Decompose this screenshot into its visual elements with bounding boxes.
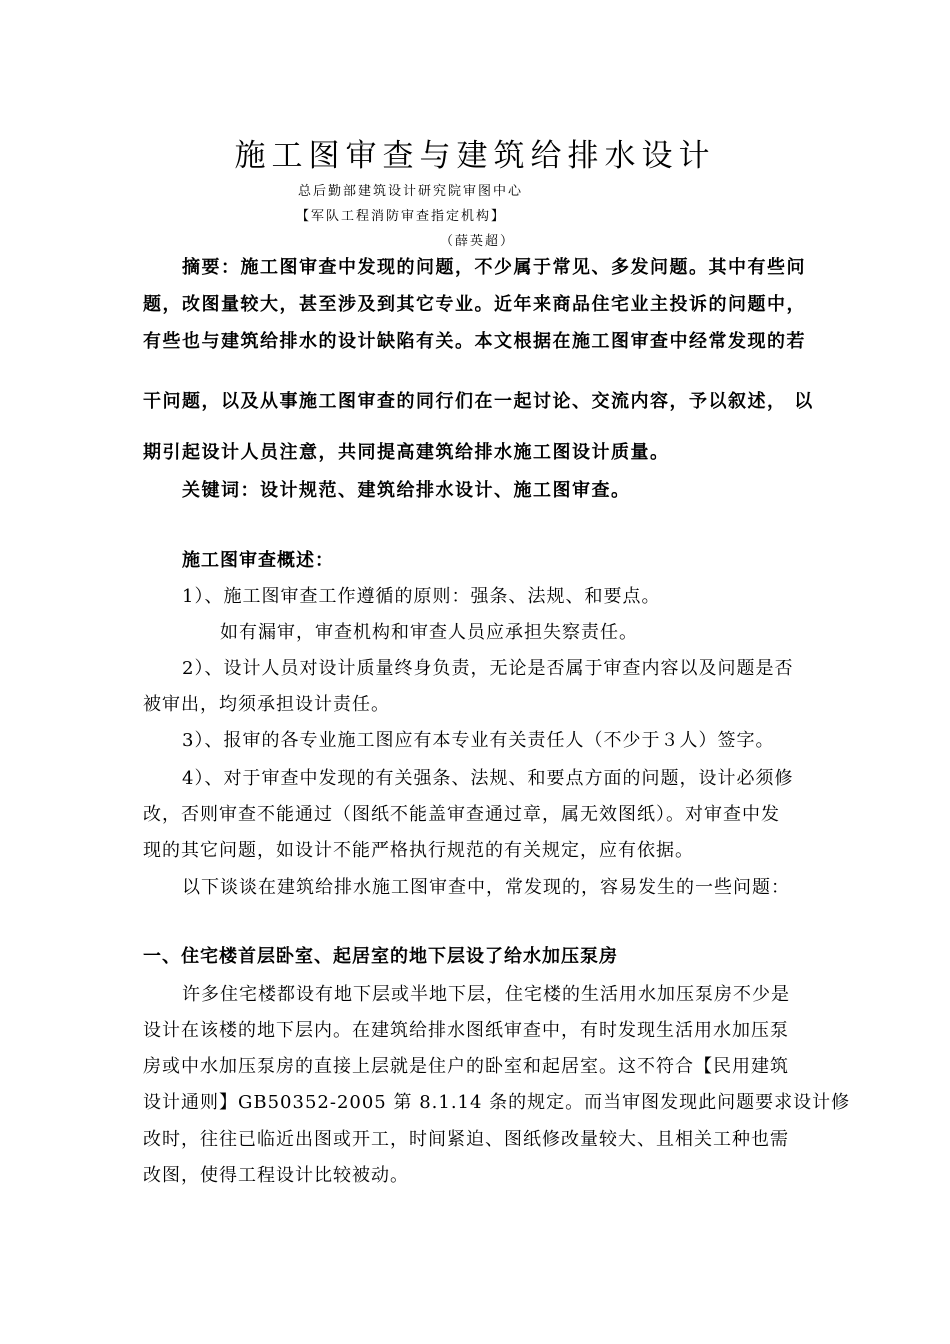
overview-heading: 施工图审查概述： — [182, 550, 334, 571]
abstract-line-1 — [182, 253, 806, 279]
keywords-line — [182, 476, 631, 502]
section-1-line-5: 改时，往往已临近出图或开工，时间紧迫、图纸修改量较大、且相关工种也需 — [143, 1129, 789, 1150]
overview-line-2: 如有漏审，审查机构和审查人员应承担失察责任。 — [220, 622, 638, 643]
overview-line-1: 1）、施工图审查工作遵循的原则：强条、法规、和要点。 — [182, 586, 661, 607]
section-1-line-4: 设计通则】GB50352-2005 第 8.1.14 条的规定。而当审图发现此问题要求设计修 — [143, 1092, 851, 1113]
section-1-line-6: 改图，使得工程设计比较被动。 — [143, 1165, 409, 1186]
organization-subtitle: 【军队工程消防审查指定机构】 — [296, 209, 507, 224]
keywords-text: 设计规范、建筑给排水设计、施工图审查。 — [260, 480, 631, 501]
author-name: （薛英超） — [440, 234, 516, 249]
overview-line-3: 2）、设计人员对设计质量终身负责，无论是否属于审查内容以及问题是否 — [182, 658, 794, 679]
section-1-line-1: 许多住宅楼都设有地下层或半地下层，住宅楼的生活用水加压泵房不少是 — [182, 984, 790, 1005]
overview-line-5: 3）、报审的各专业施工图应有本专业有关责任人（不少于３人）签字。 — [182, 730, 775, 751]
section-1-heading: 一、住宅楼首层卧室、起居室的地下层设了给水加压泵房 — [143, 946, 618, 967]
abstract-line-4: 干问题，以及从事施工图审查的同行们在一起讨论、交流内容，予以叙述， 以 — [143, 391, 814, 412]
abstract-line-3: 有些也与建筑给排水的设计缺陷有关。本文根据在施工图审查中经常发现的若 — [143, 331, 806, 352]
abstract-line-2: 题，改图量较大，甚至涉及到其它专业。近年来商品住宅业主投诉的问题中， — [143, 294, 806, 315]
abstract-text: 施工图审查中发现的问题，不少属于常见、多发问题。其中有些问 — [240, 257, 806, 278]
overview-line-7: 改，否则审查不能通过（图纸不能盖审查通过章，属无效图纸）。对审查中发 — [143, 804, 780, 825]
overview-line-8: 现的其它问题，如设计不能严格执行规范的有关规定，应有依据。 — [143, 840, 694, 861]
section-1-line-2: 设计在该楼的地下层内。在建筑给排水图纸审查中，有时发现生活用水加压泵 — [143, 1020, 789, 1041]
overview-line-4: 被审出，均须承担设计责任。 — [143, 694, 390, 715]
overview-line-9: 以下谈谈在建筑给排水施工图审查中，常发现的，容易发生的一些问题： — [182, 877, 790, 898]
author-organization: 总后勤部建筑设计研究院审图中心 — [298, 184, 524, 199]
keywords-label: 关键词： — [182, 480, 260, 501]
abstract-line-5: 期引起设计人员注意，共同提高建筑给排水施工图设计质量。 — [143, 442, 670, 463]
abstract-label: 摘要： — [182, 257, 241, 278]
document-title: 施工图审查与建筑给排水设计 — [234, 138, 716, 174]
section-1-line-3: 房或中水加压泵房的直接上层就是住户的卧室和起居室。这不符合【民用建筑 — [143, 1056, 789, 1077]
overview-line-6: 4）、对于审查中发现的有关强条、法规、和要点方面的问题，设计必须修 — [182, 768, 794, 789]
